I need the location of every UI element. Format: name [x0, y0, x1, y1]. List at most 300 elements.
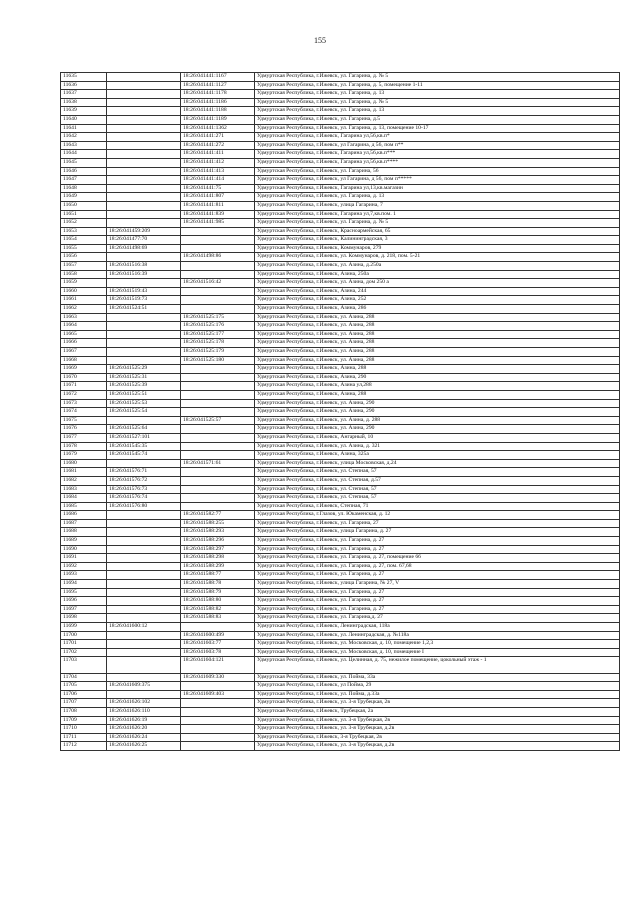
land-cadastral-number: [107, 279, 181, 288]
address: Удмуртская Республика, г.Ижевск, ул. Целинная, д. 75, нежилое помещение, цокольный этаж - 1: [255, 657, 620, 673]
row-number: 11679: [61, 451, 107, 460]
building-cadastral-number: [181, 623, 255, 632]
table-row: [61, 150, 620, 159]
building-cadastral-number: 18:26:041588:255: [181, 519, 255, 528]
land-cadastral-number: [107, 648, 181, 657]
land-cadastral-number: 18:26:041477:70: [107, 236, 181, 245]
table-row: [61, 176, 620, 185]
building-cadastral-number: 18:26:041588:77: [181, 571, 255, 580]
row-number: 11643: [61, 141, 107, 150]
land-cadastral-number: [107, 184, 181, 193]
address: Удмуртская Республика, г.Ижевск, ул. Гагарина, д. 13: [255, 90, 620, 99]
building-cadastral-number: [181, 365, 255, 374]
table-row: [61, 98, 620, 107]
address: Удмуртская Республика, г.Ижевск, ул. Азина, д. 288: [255, 416, 620, 425]
land-cadastral-number: [107, 167, 181, 176]
land-cadastral-number: [107, 176, 181, 185]
address: Удмуртская Республика, г.Ижевск, ул Пойма, 29: [255, 682, 620, 691]
row-number: 11690: [61, 545, 107, 554]
building-cadastral-number: [181, 236, 255, 245]
address: Удмуртская Республика, г.Ижевск, ул. Гагарина,д. 27: [255, 614, 620, 623]
address: Удмуртская Республика, г.Ижевск, ул. Азина, 290: [255, 399, 620, 408]
land-cadastral-number: [107, 90, 181, 99]
address: Удмуртская Республика, г.Ижевск, Калининградская, 3: [255, 236, 620, 245]
row-number: 11675: [61, 416, 107, 425]
row-number: 11672: [61, 390, 107, 399]
row-number: 11701: [61, 640, 107, 649]
building-cadastral-number: 18:26:041588:298: [181, 554, 255, 563]
table-row: [61, 537, 620, 546]
building-cadastral-number: 18:26:041588:78: [181, 580, 255, 589]
address: Удмуртская Республика, г.Ижевск, Ленинградская, 118а: [255, 623, 620, 632]
building-cadastral-number: 18:26:041498:86: [181, 253, 255, 262]
row-number: 11651: [61, 210, 107, 219]
land-cadastral-number: 18:26:041525:39: [107, 382, 181, 391]
land-cadastral-number: 18:26:041527:101: [107, 433, 181, 442]
building-cadastral-number: [181, 485, 255, 494]
address: Удмуртская Республика, г.Ижевск, ул. Степная, д.57: [255, 476, 620, 485]
land-cadastral-number: 18:26:041498:69: [107, 244, 181, 253]
address: Удмуртская Республика, г.Ижевск, Гагарина ул,56,кв.п*: [255, 133, 620, 142]
land-cadastral-number: [107, 562, 181, 571]
table-row: [61, 673, 620, 682]
address: Удмуртская Республика, г.Ижевск, ул. Азина, 288: [255, 348, 620, 357]
building-cadastral-number: 18:26:041588:293: [181, 528, 255, 537]
land-cadastral-number: 18:26:041626:110: [107, 707, 181, 716]
land-cadastral-number: [107, 81, 181, 90]
address: Удмуртская Республика, г.Ижевск, ул. Степная, 57: [255, 494, 620, 503]
land-cadastral-number: [107, 339, 181, 348]
table-row: [61, 528, 620, 537]
address: Удмуртская Республика, г.Ижевск, Азина, 288: [255, 390, 620, 399]
address: Удмуртская Республика, г.Ижевск, ул. Гагарина, д. № 5: [255, 98, 620, 107]
building-cadastral-number: [181, 262, 255, 271]
row-number: 11673: [61, 399, 107, 408]
row-number: 11687: [61, 519, 107, 528]
land-cadastral-number: [107, 690, 181, 699]
table-row: [61, 141, 620, 150]
land-cadastral-number: 18:26:041576:74: [107, 494, 181, 503]
table-row: [61, 605, 620, 614]
land-cadastral-number: [107, 597, 181, 606]
table-row: [61, 313, 620, 322]
row-number: 11700: [61, 631, 107, 640]
table-row: [61, 115, 620, 124]
table-row: [61, 742, 620, 751]
address: Удмуртская Республика, г.Ижевск, ул. Гагарина, д. 27: [255, 605, 620, 614]
address: Удмуртская Республика, г.Ижевск, улица Московская, д.24: [255, 459, 620, 468]
table-row: [61, 416, 620, 425]
land-cadastral-number: 18:26:041626:24: [107, 733, 181, 742]
address: Удмуртская Республика, г.Ижевск, улица Гагарина, д. 27: [255, 528, 620, 537]
building-cadastral-number: [181, 451, 255, 460]
row-number: 11646: [61, 167, 107, 176]
building-cadastral-number: 18:26:041588:296: [181, 537, 255, 546]
land-cadastral-number: [107, 313, 181, 322]
table-row: [61, 133, 620, 142]
table-row: [61, 725, 620, 734]
row-number: 11636: [61, 81, 107, 90]
address: Удмуртская Республика, г.Ижевск, 3-я Трубецкая, 2в: [255, 733, 620, 742]
address: Удмуртская Республика, г.Ижевск, ул. Гагарина, д. 13, помещение 10-17: [255, 124, 620, 133]
table-row: [61, 690, 620, 699]
address: Удмуртская Республика, г.Ижевск, ул. Азина, д. 321: [255, 442, 620, 451]
address: Удмуртская Республика, г.Ижевск, ул. Гагарина, 56: [255, 167, 620, 176]
building-cadastral-number: 18:26:041525:176: [181, 322, 255, 331]
building-cadastral-number: [181, 699, 255, 708]
row-number: 11664: [61, 322, 107, 331]
row-number: 11688: [61, 528, 107, 537]
row-number: 11706: [61, 690, 107, 699]
table-row: [61, 716, 620, 725]
building-cadastral-number: 18:26:041525:180: [181, 356, 255, 365]
land-cadastral-number: [107, 330, 181, 339]
address: Удмуртская Республика, г.Ижевск, улица Гагарина, 7: [255, 201, 620, 210]
building-cadastral-number: [181, 287, 255, 296]
row-number: 11642: [61, 133, 107, 142]
row-number: 11682: [61, 476, 107, 485]
address: Удмуртская Республика, г.Ижевск, Коммунаров, 279: [255, 244, 620, 253]
address: Удмуртская Республика, г.Ижевск, Гагарина ул,13,кв.магазин: [255, 184, 620, 193]
table-row: [61, 597, 620, 606]
land-cadastral-number: 18:26:041524:51: [107, 305, 181, 314]
table-row: [61, 519, 620, 528]
land-cadastral-number: [107, 158, 181, 167]
land-cadastral-number: 18:26:041576:80: [107, 502, 181, 511]
address: Удмуртская Республика, г.Ижевск, ул. Степная, 57: [255, 468, 620, 477]
address: Удмуртская Республика, г.Ижевск, ул. Гагарина, д. № 5: [255, 73, 620, 82]
address: Удмуртская Республика, г.Ижевск, ул. Гагарина, д. 27: [255, 588, 620, 597]
address: Удмуртская Республика, г.Ижевск, ул. Азина, дом 250 а: [255, 279, 620, 288]
land-cadastral-number: [107, 588, 181, 597]
building-cadastral-number: 18:26:041441:807: [181, 193, 255, 202]
building-cadastral-number: 18:26:041441:271: [181, 133, 255, 142]
row-number: 11661: [61, 296, 107, 305]
row-number: 11667: [61, 348, 107, 357]
land-cadastral-number: [107, 219, 181, 228]
land-cadastral-number: [107, 571, 181, 580]
table-row: [61, 227, 620, 236]
table-row: [61, 511, 620, 520]
row-number: 11665: [61, 330, 107, 339]
building-cadastral-number: 18:26:041525:178: [181, 339, 255, 348]
row-number: 11641: [61, 124, 107, 133]
table-row: [61, 631, 620, 640]
building-cadastral-number: 18:26:041441:1167: [181, 73, 255, 82]
land-cadastral-number: [107, 459, 181, 468]
address: Удмуртская Республика, г.Ижевск, Азина, 252: [255, 296, 620, 305]
row-number: 11640: [61, 115, 107, 124]
address: Удмуртская Республика, г.Ижевск, ул. Ленинградская, д. №118а: [255, 631, 620, 640]
address: Удмуртская Республика, г.Ижевск, Ангарный, 10: [255, 433, 620, 442]
building-cadastral-number: 18:26:041441:411: [181, 150, 255, 159]
building-cadastral-number: [181, 244, 255, 253]
table-row: [61, 648, 620, 657]
table-row: [61, 365, 620, 374]
table-row: [61, 545, 620, 554]
row-number: 11666: [61, 339, 107, 348]
land-cadastral-number: [107, 673, 181, 682]
row-number: 11669: [61, 365, 107, 374]
row-number: 11660: [61, 287, 107, 296]
address: Удмуртская Республика, г.Ижевск, ул. Гагарина, д. 13: [255, 107, 620, 116]
address: Удмуртская Республика, г.Ижевск, ул. Азина, 288: [255, 356, 620, 365]
address: Удмуртская Республика, г.Ижевск, ул. Московская, д. 10, помещение I: [255, 648, 620, 657]
land-cadastral-number: [107, 657, 181, 673]
table-row: [61, 270, 620, 279]
table-row: [61, 356, 620, 365]
land-cadastral-number: [107, 133, 181, 142]
building-cadastral-number: [181, 296, 255, 305]
building-cadastral-number: [181, 468, 255, 477]
land-cadastral-number: 18:26:041516:38: [107, 262, 181, 271]
land-cadastral-number: [107, 580, 181, 589]
building-cadastral-number: [181, 382, 255, 391]
table-row: [61, 236, 620, 245]
building-cadastral-number: 18:26:041588:80: [181, 597, 255, 606]
table-row: [61, 73, 620, 82]
building-cadastral-number: 18:26:041441:75: [181, 184, 255, 193]
building-cadastral-number: [181, 707, 255, 716]
row-number: 11698: [61, 614, 107, 623]
row-number: 11652: [61, 219, 107, 228]
row-number: 11662: [61, 305, 107, 314]
table-row: [61, 193, 620, 202]
table-row: [61, 640, 620, 649]
table-row: [61, 485, 620, 494]
land-cadastral-number: [107, 73, 181, 82]
table-row: [61, 107, 620, 116]
building-cadastral-number: 18:26:041441:412: [181, 158, 255, 167]
land-cadastral-number: 18:26:041519:73: [107, 296, 181, 305]
address: Удмуртская Республика, г.Ижевск, Гагарина ул,7,кв.пом. 1: [255, 210, 620, 219]
building-cadastral-number: 18:26:041525:57: [181, 416, 255, 425]
row-number: 11654: [61, 236, 107, 245]
address: Удмуртская Республика, г.Ижевск, Азина, 286: [255, 305, 620, 314]
table-row: [61, 90, 620, 99]
address: Удмуртская Республика, г.Ижевск, ул Гагарина, д 56, пом п**: [255, 141, 620, 150]
address: Удмуртская Республика, г.Ижевск, ул. Пойма, д.33а: [255, 690, 620, 699]
table-row: [61, 657, 620, 673]
row-number: 11657: [61, 262, 107, 271]
row-number: 11694: [61, 580, 107, 589]
building-cadastral-number: 18:26:041571:61: [181, 459, 255, 468]
building-cadastral-number: [181, 433, 255, 442]
address: Удмуртская Республика, г.Ижевск, ул. Гагарина, д. 27: [255, 597, 620, 606]
row-number: 11703: [61, 657, 107, 673]
table-row: [61, 425, 620, 434]
address: Удмуртская Республика, г.Ижевск, ул. Коммунаров, д. 218, пом. 5-21: [255, 253, 620, 262]
table-row: [61, 253, 620, 262]
row-number: 11656: [61, 253, 107, 262]
address: Удмуртская Республика, г.Ижевск, Азина, 290: [255, 373, 620, 382]
table-row: [61, 580, 620, 589]
building-cadastral-number: [181, 502, 255, 511]
row-number: 11712: [61, 742, 107, 751]
land-cadastral-number: 18:26:041626:102: [107, 699, 181, 708]
address: Удмуртская Республика, г.Ижевск, ул. Гагарина, д. 13: [255, 193, 620, 202]
table-row: [61, 733, 620, 742]
building-cadastral-number: [181, 716, 255, 725]
land-cadastral-number: [107, 210, 181, 219]
address: Удмуртская Республика, г.Ижевск, ул. Гагарина, 27: [255, 519, 620, 528]
building-cadastral-number: 18:26:041604:121: [181, 657, 255, 673]
land-cadastral-number: 18:26:041525:54: [107, 408, 181, 417]
row-number: 11647: [61, 176, 107, 185]
land-cadastral-number: [107, 141, 181, 150]
building-cadastral-number: 18:26:041516:42: [181, 279, 255, 288]
land-cadastral-number: [107, 537, 181, 546]
building-cadastral-number: 18:26:041603:78: [181, 648, 255, 657]
land-cadastral-number: 18:26:041545:35: [107, 442, 181, 451]
table-row: [61, 219, 620, 228]
land-cadastral-number: [107, 201, 181, 210]
land-cadastral-number: [107, 98, 181, 107]
address: Удмуртская Республика, г.Ижевск, ул. Азина, 288: [255, 322, 620, 331]
land-cadastral-number: 18:26:041519:43: [107, 287, 181, 296]
land-cadastral-number: [107, 348, 181, 357]
land-cadastral-number: [107, 193, 181, 202]
building-cadastral-number: 18:26:041441:1188: [181, 107, 255, 116]
land-cadastral-number: 18:26:041626:19: [107, 716, 181, 725]
land-cadastral-number: 18:26:041525:51: [107, 390, 181, 399]
building-cadastral-number: [181, 725, 255, 734]
address: Удмуртская Республика, г.Ижевск, Азина, 244: [255, 287, 620, 296]
table-row: [61, 459, 620, 468]
land-cadastral-number: 18:26:041626:25: [107, 742, 181, 751]
building-cadastral-number: [181, 682, 255, 691]
row-number: 11696: [61, 597, 107, 606]
register-body: [61, 73, 620, 751]
land-cadastral-number: 18:26:041516:39: [107, 270, 181, 279]
building-cadastral-number: [181, 227, 255, 236]
table-row: [61, 502, 620, 511]
address: Удмуртская Республика, г.Ижевск, ул. Степная, 57: [255, 485, 620, 494]
table-row: [61, 699, 620, 708]
row-number: 11648: [61, 184, 107, 193]
table-row: [61, 210, 620, 219]
land-cadastral-number: [107, 511, 181, 520]
building-cadastral-number: [181, 742, 255, 751]
row-number: 11668: [61, 356, 107, 365]
address: Удмуртская Республика, г.Ижевск, ул. 3-я Трубецкая, 2в: [255, 699, 620, 708]
table-row: [61, 390, 620, 399]
land-cadastral-number: 18:26:041525:29: [107, 365, 181, 374]
table-row: [61, 158, 620, 167]
building-cadastral-number: 18:26:041588:79: [181, 588, 255, 597]
building-cadastral-number: 18:26:041441:839: [181, 210, 255, 219]
row-number: 11670: [61, 373, 107, 382]
address: Удмуртская Республика, г.Ижевск, ул. Азина, д.250а: [255, 262, 620, 271]
address: Удмуртская Республика, г.Ижевск, Азина ул,288: [255, 382, 620, 391]
table-row: [61, 408, 620, 417]
row-number: 11635: [61, 73, 107, 82]
address: Удмуртская Республика, г.Ижевск, ул. Азина, 288: [255, 313, 620, 322]
building-cadastral-number: 18:26:041525:179: [181, 348, 255, 357]
row-number: 11677: [61, 433, 107, 442]
address: Удмуртская Республика, г.Ижевск, ул. Московская, д. 10, помещение 1,2,3: [255, 640, 620, 649]
land-cadastral-number: 18:26:041545:74: [107, 451, 181, 460]
building-cadastral-number: 18:26:041609:330: [181, 673, 255, 682]
row-number: 11645: [61, 158, 107, 167]
building-cadastral-number: [181, 733, 255, 742]
row-number: 11686: [61, 511, 107, 520]
building-cadastral-number: 18:26:041588:299: [181, 562, 255, 571]
address: Удмуртская Республика, г.Ижевск, Гагарина ул,56,кв.п***: [255, 150, 620, 159]
address: Удмуртская Республика, г.Ижевск, ул. 3-я Трубецкая, д.2в: [255, 725, 620, 734]
table-row: [61, 476, 620, 485]
building-cadastral-number: 18:26:041441:272: [181, 141, 255, 150]
land-cadastral-number: [107, 322, 181, 331]
table-row: [61, 348, 620, 357]
row-number: 11676: [61, 425, 107, 434]
table-row: [61, 433, 620, 442]
land-cadastral-number: 18:26:041626:20: [107, 725, 181, 734]
row-number: 11649: [61, 193, 107, 202]
table-row: [61, 201, 620, 210]
building-cadastral-number: [181, 494, 255, 503]
row-number: 11710: [61, 725, 107, 734]
building-cadastral-number: 18:26:041582:77: [181, 511, 255, 520]
row-number: 11684: [61, 494, 107, 503]
row-number: 11650: [61, 201, 107, 210]
land-cadastral-number: [107, 631, 181, 640]
land-cadastral-number: [107, 150, 181, 159]
land-cadastral-number: [107, 124, 181, 133]
building-cadastral-number: 18:26:041588:297: [181, 545, 255, 554]
table-row: [61, 279, 620, 288]
cadastral-register-table: [60, 72, 620, 751]
address: Удмуртская Республика, г.Ижевск, ул. Гагарина, д. 27, помещение 66: [255, 554, 620, 563]
table-row: [61, 614, 620, 623]
land-cadastral-number: 18:26:041525:53: [107, 399, 181, 408]
row-number: 11705: [61, 682, 107, 691]
address: Удмуртская Республика, г.Ижевск, ул. Гагарина, д. 27: [255, 537, 620, 546]
table-row: [61, 442, 620, 451]
row-number: 11697: [61, 605, 107, 614]
table-row: [61, 81, 620, 90]
table-row: [61, 707, 620, 716]
address: Удмуртская Республика, г.Глазов, ул. Юкаменская, д. 12: [255, 511, 620, 520]
building-cadastral-number: [181, 408, 255, 417]
land-cadastral-number: 18:26:041576:73: [107, 485, 181, 494]
land-cadastral-number: 18:26:041525:31: [107, 373, 181, 382]
address: Удмуртская Республика, г.Ижевск, ул. Гагарина, д.5: [255, 115, 620, 124]
row-number: 11681: [61, 468, 107, 477]
building-cadastral-number: 18:26:041609:403: [181, 690, 255, 699]
page-number: 155: [314, 36, 326, 45]
address: Удмуртская Республика, г.Ижевск, ул. Гагарина, д. № 5: [255, 219, 620, 228]
row-number: 11708: [61, 707, 107, 716]
address: Удмуртская Республика, г.Ижевск, ул. Пойма, 33а: [255, 673, 620, 682]
address: Удмуртская Республика, г.Ижевск, ул. Гагарина, д. 27, пом. 67,68: [255, 562, 620, 571]
building-cadastral-number: 18:26:041588:82: [181, 605, 255, 614]
building-cadastral-number: 18:26:041441:985: [181, 219, 255, 228]
row-number: 11709: [61, 716, 107, 725]
land-cadastral-number: [107, 416, 181, 425]
row-number: 11637: [61, 90, 107, 99]
row-number: 11702: [61, 648, 107, 657]
land-cadastral-number: 18:26:041525:64: [107, 425, 181, 434]
address: Удмуртская Республика, г.Ижевск, ул. Гагарина, д. 27: [255, 545, 620, 554]
building-cadastral-number: [181, 373, 255, 382]
row-number: 11663: [61, 313, 107, 322]
land-cadastral-number: [107, 605, 181, 614]
land-cadastral-number: [107, 545, 181, 554]
building-cadastral-number: 18:26:041441:1127: [181, 81, 255, 90]
address: Удмуртская Республика, г.Ижевск, ул. Азина, 288: [255, 339, 620, 348]
address: Удмуртская Республика, г.Ижевск, ул Гагарина, д 56, пом п*****: [255, 176, 620, 185]
